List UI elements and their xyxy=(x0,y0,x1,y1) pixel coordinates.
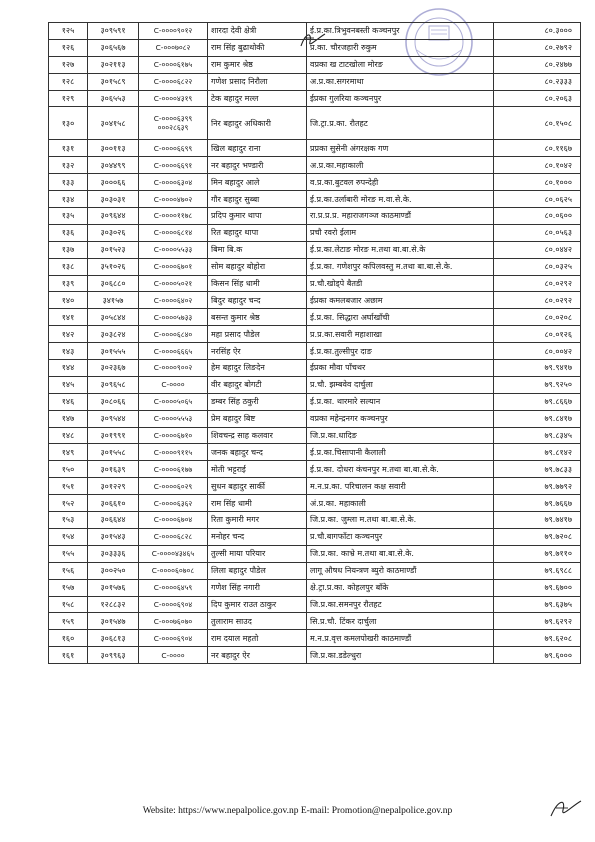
serial-number-cell: १५० xyxy=(49,461,88,478)
code-cell: C-००००६०२९ xyxy=(139,478,208,495)
unit-cell: ईप्रका गुलरिया कञ्चनपुर xyxy=(307,90,494,107)
serial-number-cell: १५५ xyxy=(49,545,88,562)
serial-number-cell: १६१ xyxy=(49,647,88,664)
results-table xyxy=(48,22,581,664)
table-row xyxy=(49,39,581,56)
table-row xyxy=(49,241,581,258)
name-cell: गौर बहादुर सुब्बा xyxy=(208,191,307,208)
name-cell: डम्बर सिंह ठकुरी xyxy=(208,393,307,410)
table-row xyxy=(49,376,581,393)
roll-number-cell: ३०१५८९ xyxy=(88,73,139,90)
unit-cell: वप्रका ख टाटखोला मोरङ xyxy=(307,56,494,73)
unit-cell: ई.प्र.का. सिद्धारा अर्घाखाँची xyxy=(307,309,494,326)
score-cell: ८०.०२९२ xyxy=(494,292,581,309)
score-cell: ८०.२४७७ xyxy=(494,56,581,73)
serial-number-cell: १२९ xyxy=(49,90,88,107)
score-cell: ७९.६३७५ xyxy=(494,596,581,613)
footer-contact: Website: https://www.nepalpolice.gov.np E-mail: Promotion@nepalpolice.gov.np xyxy=(142,806,453,816)
table-row xyxy=(49,309,581,326)
name-cell: निर बहादुर अधिकारी xyxy=(208,107,307,140)
code-cell: C-०००७६०७० xyxy=(139,613,208,630)
serial-number-cell: १५१ xyxy=(49,478,88,495)
roll-number-cell: ३०१९९१ xyxy=(88,427,139,444)
roll-number-cell: ३०१५५८ xyxy=(88,444,139,461)
table-row xyxy=(49,512,581,529)
code-cell: C-००००६३६२ xyxy=(139,495,208,512)
roll-number-cell: ३०१५४७ xyxy=(88,613,139,630)
table-row xyxy=(49,140,581,157)
unit-cell: ई.प्र.का. दोधरा कंचनपुर म.तथा बा.बा.से.के. xyxy=(307,461,494,478)
name-cell: रित बहादुर थापा xyxy=(208,224,307,241)
score-cell: ७९.८४१७ xyxy=(494,410,581,427)
serial-number-cell: १६० xyxy=(49,630,88,647)
code-cell: C-००००६८२८ xyxy=(139,528,208,545)
score-cell: ८०.०६२५ xyxy=(494,191,581,208)
score-cell: ८०.१५०८ xyxy=(494,107,581,140)
code-cell: C-००००४३४६५ xyxy=(139,545,208,562)
roll-number-cell: ३०१२२९ xyxy=(88,478,139,495)
score-cell: ७९.७७९२ xyxy=(494,478,581,495)
unit-cell: प्रचौ रवरो ईलाम xyxy=(307,224,494,241)
score-cell: ७९.८६६७ xyxy=(494,393,581,410)
code-cell: C-००००६८४० xyxy=(139,326,208,343)
unit-cell: ई.प्र.का.त्रिभुवनबस्ती कञ्चनपुर xyxy=(307,23,494,40)
unit-cell: जि.प्र.का.डडेल्धुरा xyxy=(307,647,494,664)
name-cell: बसन्त कुमार श्रेष्ठ xyxy=(208,309,307,326)
table-row xyxy=(49,174,581,191)
roll-number-cell: ३०५८४४ xyxy=(88,309,139,326)
score-cell: ८०.२३३३ xyxy=(494,73,581,90)
code-cell: C-००००६७०४ xyxy=(139,512,208,529)
name-cell: रिता कुमारी मगर xyxy=(208,512,307,529)
serial-number-cell: १२५ xyxy=(49,23,88,40)
serial-number-cell: १४४ xyxy=(49,360,88,377)
unit-cell: ई.प्र.का. गणेशपुर कपिलवस्तु म.तथा बा.बा.से.के. xyxy=(307,258,494,275)
score-cell: ७९.८१४२ xyxy=(494,444,581,461)
roll-number-cell: ३०९६४४ xyxy=(88,208,139,225)
roll-number-cell: ३०००६६ xyxy=(88,174,139,191)
roll-number-cell: ३०४४९९ xyxy=(88,157,139,174)
name-cell: हेम बहादुर लिङदेन xyxy=(208,360,307,377)
table-row xyxy=(49,410,581,427)
name-cell: राम सिंह धामी xyxy=(208,495,307,512)
serial-number-cell: १३३ xyxy=(49,174,88,191)
serial-number-cell: १२८ xyxy=(49,73,88,90)
score-cell: ७९.९४१७ xyxy=(494,360,581,377)
score-cell: ८०.०६०० xyxy=(494,208,581,225)
code-cell: C-००००६६६५ xyxy=(139,343,208,360)
code-cell: C-००००६९०४ xyxy=(139,630,208,647)
code-cell: C-००००११७८ xyxy=(139,208,208,225)
score-cell: ७९.६२०८ xyxy=(494,630,581,647)
name-cell: दिप कुमार राउत ठाकुर xyxy=(208,596,307,613)
serial-number-cell: १३२ xyxy=(49,157,88,174)
serial-number-cell: १५२ xyxy=(49,495,88,512)
roll-number-cell: १२८८३२ xyxy=(88,596,139,613)
roll-number-cell: ३०६८८० xyxy=(88,275,139,292)
score-cell: ७९.६९८८ xyxy=(494,562,581,579)
name-cell: खिल बहादुर राना xyxy=(208,140,307,157)
table-row xyxy=(49,326,581,343)
serial-number-cell: १४५ xyxy=(49,376,88,393)
name-cell: शारदा देवी क्षेत्री xyxy=(208,23,307,40)
unit-cell: प्र.का. चौरजहारी रुकुम xyxy=(307,39,494,56)
unit-cell: क्षे.ट्रा.प्र.का. कोहलपुर बाँके xyxy=(307,579,494,596)
roll-number-cell: ३०९६५८ xyxy=(88,376,139,393)
unit-cell: ई.प्र.का.चिसापानी कैलाली xyxy=(307,444,494,461)
code-cell: C-००००६८२२ xyxy=(139,73,208,90)
serial-number-cell: १४७ xyxy=(49,410,88,427)
code-cell: C-००००६४५९ xyxy=(139,579,208,596)
code-cell: C-०००० xyxy=(139,647,208,664)
name-cell: तुल्सी माया परियार xyxy=(208,545,307,562)
name-cell: प्रदिप कुमार थापा xyxy=(208,208,307,225)
unit-cell: अं.प्र.का. महाकाली xyxy=(307,495,494,512)
serial-number-cell: १५४ xyxy=(49,528,88,545)
serial-number-cell: १४१ xyxy=(49,309,88,326)
unit-cell: प्र.चौ.खोड्पे बैतडी xyxy=(307,275,494,292)
roll-number-cell: ३०३८२४ xyxy=(88,326,139,343)
roll-number-cell: ३०१५२३ xyxy=(88,241,139,258)
roll-number-cell: ३०६५६७ xyxy=(88,39,139,56)
name-cell: राम कुमार श्रेष्ठ xyxy=(208,56,307,73)
serial-number-cell: १४० xyxy=(49,292,88,309)
table-row xyxy=(49,90,581,107)
serial-number-cell: १५७ xyxy=(49,579,88,596)
score-cell: ८०.०३२५ xyxy=(494,258,581,275)
score-cell: ७९.७६६७ xyxy=(494,495,581,512)
score-cell: ८०.०१२६ xyxy=(494,326,581,343)
table-row xyxy=(49,73,581,90)
serial-number-cell: १३९ xyxy=(49,275,88,292)
table-row xyxy=(49,461,581,478)
score-cell: ७९.६७०० xyxy=(494,579,581,596)
table-row xyxy=(49,360,581,377)
name-cell: महा प्रसाद पौडेल xyxy=(208,326,307,343)
serial-number-cell: १३७ xyxy=(49,241,88,258)
roll-number-cell: ३०२११३ xyxy=(88,56,139,73)
unit-cell: प्र.चौ. झम्बवेव दार्चुला xyxy=(307,376,494,393)
name-cell: राम सिंह बुढाथोकी xyxy=(208,39,307,56)
serial-number-cell: १४९ xyxy=(49,444,88,461)
score-cell: ८०.०२९२ xyxy=(494,275,581,292)
serial-number-cell: १३५ xyxy=(49,208,88,225)
code-cell: C-००००५०६५ xyxy=(139,393,208,410)
serial-number-cell: १५३ xyxy=(49,512,88,529)
serial-number-cell: १४३ xyxy=(49,343,88,360)
serial-number-cell: १३१ xyxy=(49,140,88,157)
name-cell: बिमा बि.क xyxy=(208,241,307,258)
name-cell: मोती भट्टराई xyxy=(208,461,307,478)
roll-number-cell: ३०१५५५ xyxy=(88,343,139,360)
name-cell: नरसिंह ऐर xyxy=(208,343,307,360)
roll-number-cell: ३०८०६६ xyxy=(88,393,139,410)
unit-cell: प्रप्रका सुसेनी अंगरक्षक गण xyxy=(307,140,494,157)
score-cell: ७९.७४१७ xyxy=(494,512,581,529)
table-row xyxy=(49,208,581,225)
table-row xyxy=(49,630,581,647)
table-row xyxy=(49,107,581,140)
score-cell: ७९.६००० xyxy=(494,647,581,664)
unit-cell: ई.प्र.का.उर्लाबारी मोरङ म.वा.से.के. xyxy=(307,191,494,208)
name-cell: लिला बहादुर पौडेल xyxy=(208,562,307,579)
name-cell: नर बहादुर भण्डारी xyxy=(208,157,307,174)
unit-cell: म.न.प्र.का. परिचालन कक्ष सवारी xyxy=(307,478,494,495)
name-cell: वीर बहादुर बोगटी xyxy=(208,376,307,393)
serial-number-cell: १४८ xyxy=(49,427,88,444)
unit-cell: जि.प्र.का.धादिङ xyxy=(307,427,494,444)
name-cell: सुधन बहादुर सार्की xyxy=(208,478,307,495)
code-cell: C-००००९०१२ xyxy=(139,23,208,40)
roll-number-cell: ३०२३६७ xyxy=(88,360,139,377)
serial-number-cell: १३८ xyxy=(49,258,88,275)
name-cell: टेक बहादुर मल्ल xyxy=(208,90,307,107)
table-row xyxy=(49,343,581,360)
unit-cell: ई.प्र.का.लेटाङ मोरङ म.तथा बा.बा.से.के xyxy=(307,241,494,258)
table-row xyxy=(49,393,581,410)
table-row xyxy=(49,224,581,241)
score-cell: ८०.१०४२ xyxy=(494,157,581,174)
serial-number-cell: १३४ xyxy=(49,191,88,208)
table-row xyxy=(49,478,581,495)
roll-number-cell: ३०९५४४ xyxy=(88,410,139,427)
unit-cell: ई.प्र.का. थारमारे सल्यान xyxy=(307,393,494,410)
table-row xyxy=(49,157,581,174)
unit-cell: जि.ट्रा.प्र.का. रौतहट xyxy=(307,107,494,140)
table-row xyxy=(49,579,581,596)
score-cell: ८०.२०६३ xyxy=(494,90,581,107)
code-cell: C-००००६७०१ xyxy=(139,258,208,275)
roll-number-cell: ३००११३ xyxy=(88,140,139,157)
code-cell: C-००००६३०४ xyxy=(139,174,208,191)
score-cell: ८०.१००० xyxy=(494,174,581,191)
score-cell: ७९.७८३३ xyxy=(494,461,581,478)
serial-number-cell: १३० xyxy=(49,107,88,140)
code-cell: C-००००६६९१ xyxy=(139,157,208,174)
name-cell: सोम बहादुर बोहोरा xyxy=(208,258,307,275)
serial-number-cell: १५६ xyxy=(49,562,88,579)
unit-cell: अ.प्र.का.महाकाली xyxy=(307,157,494,174)
serial-number-cell: १४२ xyxy=(49,326,88,343)
unit-cell: लागू औषध नियन्त्रण ब्युरो काठमाण्डौं xyxy=(307,562,494,579)
code-cell: C-००००६९०४ xyxy=(139,596,208,613)
roll-number-cell: ३०४१५८ xyxy=(88,107,139,140)
name-cell: किसन सिंह धामी xyxy=(208,275,307,292)
table-row xyxy=(49,528,581,545)
code-cell: C-००००५५५३ xyxy=(139,410,208,427)
name-cell: शिवचन्द्र साह कलवार xyxy=(208,427,307,444)
results-table-body xyxy=(49,23,581,664)
roll-number-cell: ३०९९६३ xyxy=(88,647,139,664)
score-cell: ८०.२७९२ xyxy=(494,39,581,56)
code-cell: C-००००४७०२ xyxy=(139,191,208,208)
name-cell: मनोहर चन्द xyxy=(208,528,307,545)
code-cell: C-००००६१७७ xyxy=(139,461,208,478)
name-cell: तुलाराम साउद xyxy=(208,613,307,630)
score-cell: ७९.७११० xyxy=(494,545,581,562)
code-cell: C-००००४३१९ xyxy=(139,90,208,107)
roll-number-cell: ३००२५० xyxy=(88,562,139,579)
serial-number-cell: १५८ xyxy=(49,596,88,613)
score-cell: ८०.११६७ xyxy=(494,140,581,157)
name-cell: नर बहादुर ऐर xyxy=(208,647,307,664)
serial-number-cell: १३६ xyxy=(49,224,88,241)
table-row xyxy=(49,427,581,444)
name-cell: मिन बहादुर आले xyxy=(208,174,307,191)
table-row xyxy=(49,562,581,579)
code-cell: C-००००६१७५ xyxy=(139,56,208,73)
roll-number-cell: ३०१६३९ xyxy=(88,461,139,478)
roll-number-cell: ३०३०३१ xyxy=(88,191,139,208)
table-row xyxy=(49,191,581,208)
table-row xyxy=(49,292,581,309)
unit-cell: जि.प्र.का.समनपुर रौतहट xyxy=(307,596,494,613)
unit-cell: प्र.प्र.का.सवारी महाशाखा xyxy=(307,326,494,343)
code-cell: C-००००६६९९ xyxy=(139,140,208,157)
score-cell: ७९.८३४५ xyxy=(494,427,581,444)
unit-cell: वप्रका महेन्द्रनगर कञ्चनपुर xyxy=(307,410,494,427)
unit-cell: अ.प्र.का.सगरमाथा xyxy=(307,73,494,90)
table-row xyxy=(49,495,581,512)
roll-number-cell: ३०१५७६ xyxy=(88,579,139,596)
table-row xyxy=(49,444,581,461)
table-row xyxy=(49,56,581,73)
score-cell: ८०.०४४२ xyxy=(494,241,581,258)
unit-cell: जि.प्र.का. जुम्ला म.तथा बा.बा.से.के. xyxy=(307,512,494,529)
roll-number-cell: ३०१५४३ xyxy=(88,528,139,545)
unit-cell: प्र.चौ.बागफाँटा कञ्चनपुर xyxy=(307,528,494,545)
serial-number-cell: १४६ xyxy=(49,393,88,410)
roll-number-cell: ३५१०२६ xyxy=(88,258,139,275)
name-cell: राम दयाल महतो xyxy=(208,630,307,647)
unit-cell: व.प्र.का.बुटवल रुपन्देही xyxy=(307,174,494,191)
unit-cell: रा.प्र.प्र.प्र. महाराजगञ्ज काठमाण्डौं xyxy=(307,208,494,225)
score-cell: ८०.३००० xyxy=(494,23,581,40)
code-cell: C-००००६७१० xyxy=(139,427,208,444)
code-cell: C-००००६३९९ ०००२८६३९ xyxy=(139,107,208,140)
table-row xyxy=(49,275,581,292)
table-row xyxy=(49,23,581,40)
roll-number-cell: ३०६६१० xyxy=(88,495,139,512)
code-cell: C-००००६०७०८ xyxy=(139,562,208,579)
name-cell: गणेश प्रसाद निरौला xyxy=(208,73,307,90)
score-cell: ७९.९२५० xyxy=(494,376,581,393)
score-cell: ८०.००४२ xyxy=(494,343,581,360)
score-cell: ८०.०२०८ xyxy=(494,309,581,326)
serial-number-cell: १२७ xyxy=(49,56,88,73)
name-cell: जनक बहादुर चन्द xyxy=(208,444,307,461)
roll-number-cell: ३०३३३६ xyxy=(88,545,139,562)
code-cell: C-०००७०८२ xyxy=(139,39,208,56)
code-cell: C-००००५५३३ xyxy=(139,241,208,258)
code-cell: C-०००० xyxy=(139,376,208,393)
code-cell: C-००००९११५ xyxy=(139,444,208,461)
roll-number-cell: ३०६८१३ xyxy=(88,630,139,647)
table-row xyxy=(49,545,581,562)
score-cell: ८०.०५६३ xyxy=(494,224,581,241)
roll-number-cell: ३०६५५३ xyxy=(88,90,139,107)
score-cell: ७९.७२०८ xyxy=(494,528,581,545)
serial-number-cell: १५९ xyxy=(49,613,88,630)
unit-cell: सि.प्र.चौ. टिंकर दार्चुला xyxy=(307,613,494,630)
code-cell: C-००००६८१४ xyxy=(139,224,208,241)
name-cell: गणेश सिंह नगारी xyxy=(208,579,307,596)
unit-cell: ई.प्र.का.तुल्सीपुर दाङ xyxy=(307,343,494,360)
unit-cell: ईप्रका मौवा पाँचथर xyxy=(307,360,494,377)
code-cell: C-००००६४०२ xyxy=(139,292,208,309)
table-row xyxy=(49,596,581,613)
roll-number-cell: ३०३०२६ xyxy=(88,224,139,241)
score-cell: ७९.६२९२ xyxy=(494,613,581,630)
unit-cell: जि.प्र.का. काभ्रे म.तथा बा.बा.से.के. xyxy=(307,545,494,562)
roll-number-cell: ३०६६४४ xyxy=(88,512,139,529)
table-row xyxy=(49,647,581,664)
name-cell: बिदुर बहादुर चन्द xyxy=(208,292,307,309)
code-cell: C-००००९००२ xyxy=(139,360,208,377)
roll-number-cell: ३०९५९१ xyxy=(88,23,139,40)
table-row xyxy=(49,613,581,630)
roll-number-cell: ३४१५७ xyxy=(88,292,139,309)
code-cell: C-००००५०२१ xyxy=(139,275,208,292)
code-cell: C-००००५७३३ xyxy=(139,309,208,326)
unit-cell: म.न.प्र.वृत्त कमलपोखरी काठमाण्डौं xyxy=(307,630,494,647)
name-cell: प्रेम बहादुर बिष्ट xyxy=(208,410,307,427)
table-row xyxy=(49,258,581,275)
unit-cell: ईप्रका कमलबजार अछाम xyxy=(307,292,494,309)
serial-number-cell: १२६ xyxy=(49,39,88,56)
